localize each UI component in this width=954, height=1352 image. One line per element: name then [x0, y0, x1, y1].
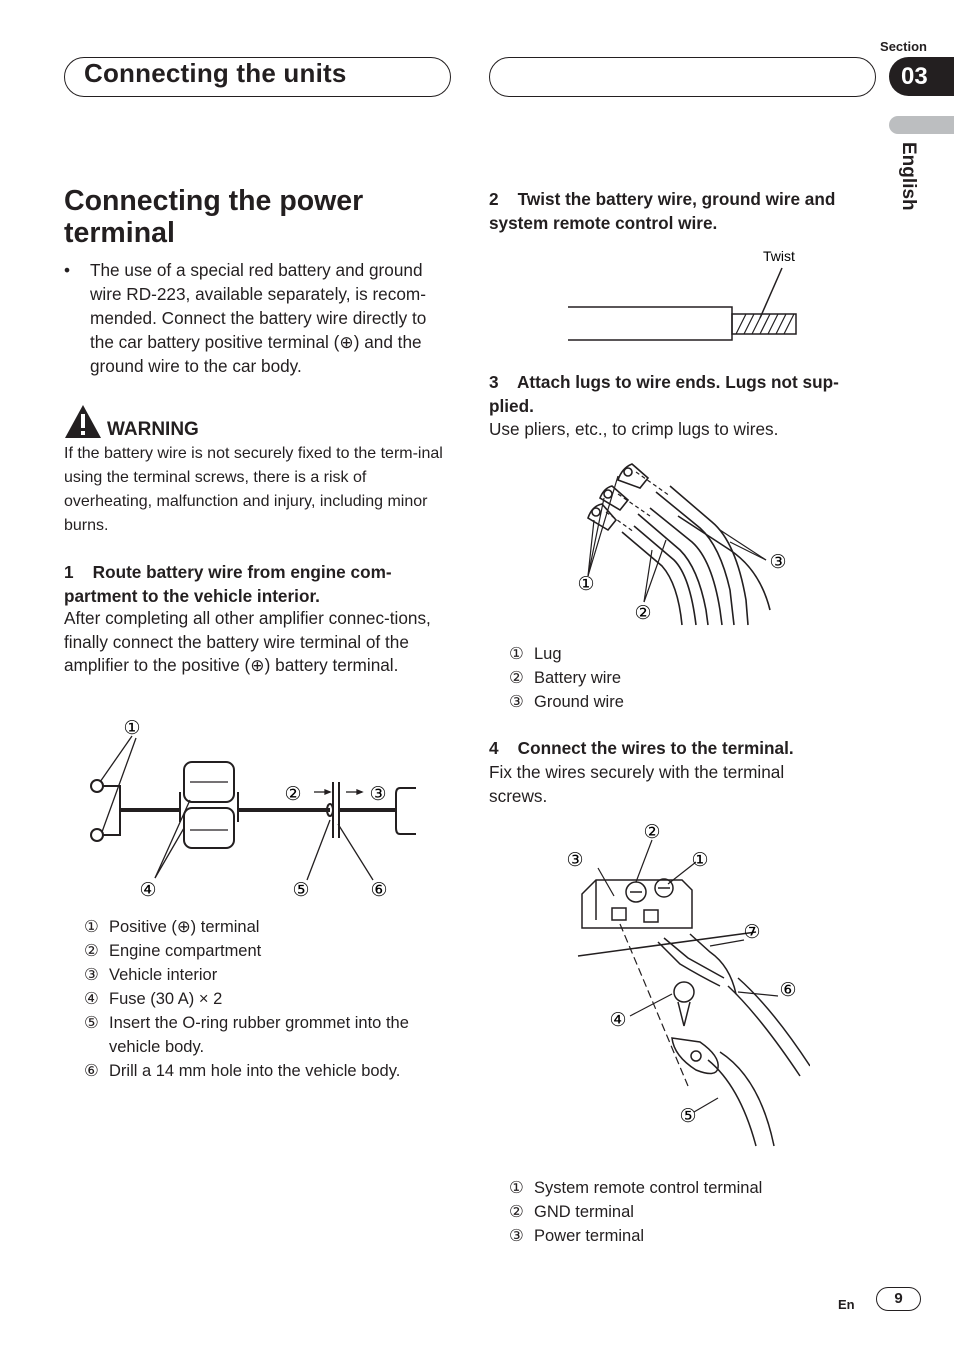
- step4-text: Fix the wires securely with the terminal screws.: [489, 762, 785, 806]
- callout-1: ①: [577, 574, 595, 595]
- legend3-item: [509, 642, 869, 666]
- legend4-item: [509, 1224, 889, 1248]
- lug-diagram: [570, 450, 800, 630]
- page-heading: [64, 185, 444, 249]
- legend1-item: [84, 1011, 444, 1059]
- callout-7: ⑦: [743, 922, 761, 943]
- legend-num: ③: [84, 966, 99, 984]
- step1-title: 1 Route battery wire from engine com-partment to the vehicle interior.: [64, 562, 392, 606]
- legend-num: ③: [509, 1227, 524, 1245]
- callout-2: ②: [643, 822, 661, 843]
- legend-text: Drill a 14 mm hole into the vehicle body.: [109, 1062, 401, 1080]
- heading-text: Connecting the power terminal: [64, 185, 364, 249]
- legend3-item: [509, 690, 869, 714]
- legend-text: Power terminal: [534, 1227, 645, 1245]
- legend-num: ②: [509, 669, 524, 687]
- legend1-item: [84, 1059, 444, 1083]
- callout-3: ③: [369, 784, 387, 805]
- warning-icon: [64, 404, 102, 439]
- legend-text: System remote control terminal: [534, 1179, 763, 1197]
- legend-diagram3: [509, 642, 869, 714]
- legend4-item: [509, 1200, 889, 1224]
- legend-text: Vehicle interior: [109, 966, 218, 984]
- legend-num: ⑤: [84, 1014, 99, 1032]
- legend-text: Engine compartment: [109, 942, 262, 960]
- page-number: 9: [876, 1287, 921, 1311]
- twist-diagram: [560, 244, 810, 344]
- legend-num: ③: [509, 693, 524, 711]
- legend1-item: [84, 915, 444, 939]
- bullet-dot: •: [64, 260, 71, 280]
- callout-5: ⑤: [292, 880, 310, 901]
- legend3-item: [509, 666, 869, 690]
- callout-4: ④: [609, 1010, 627, 1031]
- legend1-item: [84, 939, 444, 963]
- legend1-item: [84, 987, 444, 1011]
- step3-title: 3 Attach lugs to wire ends. Lugs not sup-plied.: [489, 372, 839, 416]
- callout-5: ⑤: [679, 1106, 697, 1127]
- legend-num: ①: [509, 645, 524, 663]
- legend-text: Lug: [534, 645, 562, 663]
- step3-text: Use pliers, etc., to crimp lugs to wires.: [489, 419, 779, 439]
- legend-text: Battery wire: [534, 669, 622, 687]
- callout-3: ③: [769, 552, 787, 573]
- callout-1: ①: [691, 850, 709, 871]
- callout-2: ②: [634, 603, 652, 624]
- legend-num: ⑥: [84, 1062, 99, 1080]
- language-label: English: [898, 142, 919, 211]
- callout-6: ⑥: [370, 880, 388, 901]
- legend-text: Ground wire: [534, 693, 624, 711]
- legend-num: ②: [509, 1203, 524, 1221]
- terminal-diagram: [560, 816, 810, 1166]
- legend-text: Fuse (30 A) × 2: [109, 990, 223, 1008]
- callout-4: ④: [139, 880, 157, 901]
- section-label: Section: [880, 39, 927, 54]
- legend-num: ②: [84, 942, 99, 960]
- callout-2: ②: [284, 784, 302, 805]
- bullet-text: The use of a special red battery and ground wire RD-223, available separately, is recom-mended. Connect the battery wire directly to the car battery positive terminal (⊕) and the ground wire to the car body.: [90, 260, 427, 376]
- warning-title: WARNING: [107, 419, 199, 440]
- legend-num: ①: [84, 918, 99, 936]
- warning-text: If the battery wire is not securely fixed to the term-inal using the terminal screws, there is a risk of overheating, malfunction and injury, including minor burns.: [64, 445, 443, 534]
- callout-6: ⑥: [779, 980, 797, 1001]
- legend4-item: [509, 1176, 889, 1200]
- legend-text: Insert the O-ring rubber grommet into the vehicle body.: [109, 1014, 409, 1056]
- legend-diagram1: [84, 915, 444, 1083]
- legend-diagram4: [509, 1176, 889, 1248]
- step1-text: After completing all other amplifier connec-tions, finally connect the battery wire terminal of the amplifier to the positive (⊕) battery terminal.: [64, 608, 431, 675]
- section-number-tab: 03: [889, 57, 954, 96]
- footer-lang-code: En: [838, 1297, 855, 1312]
- page-header-title: Connecting the units: [84, 58, 347, 88]
- legend-text: Positive (⊕) terminal: [109, 918, 260, 936]
- step2-title: 2 Twist the battery wire, ground wire and system remote control wire.: [489, 189, 841, 233]
- language-tab: [889, 116, 954, 134]
- legend-num: ④: [84, 990, 99, 1008]
- legend-num: ①: [509, 1179, 524, 1197]
- legend1-item: [84, 963, 444, 987]
- twist-label: Twist: [763, 248, 795, 264]
- step4-title: 4 Connect the wires to the terminal.: [489, 738, 794, 758]
- battery-route-diagram: [80, 712, 440, 907]
- header-empty-frame: [489, 57, 876, 97]
- callout-1: ①: [123, 718, 141, 739]
- callout-3: ③: [566, 850, 584, 871]
- legend-text: GND terminal: [534, 1203, 634, 1221]
